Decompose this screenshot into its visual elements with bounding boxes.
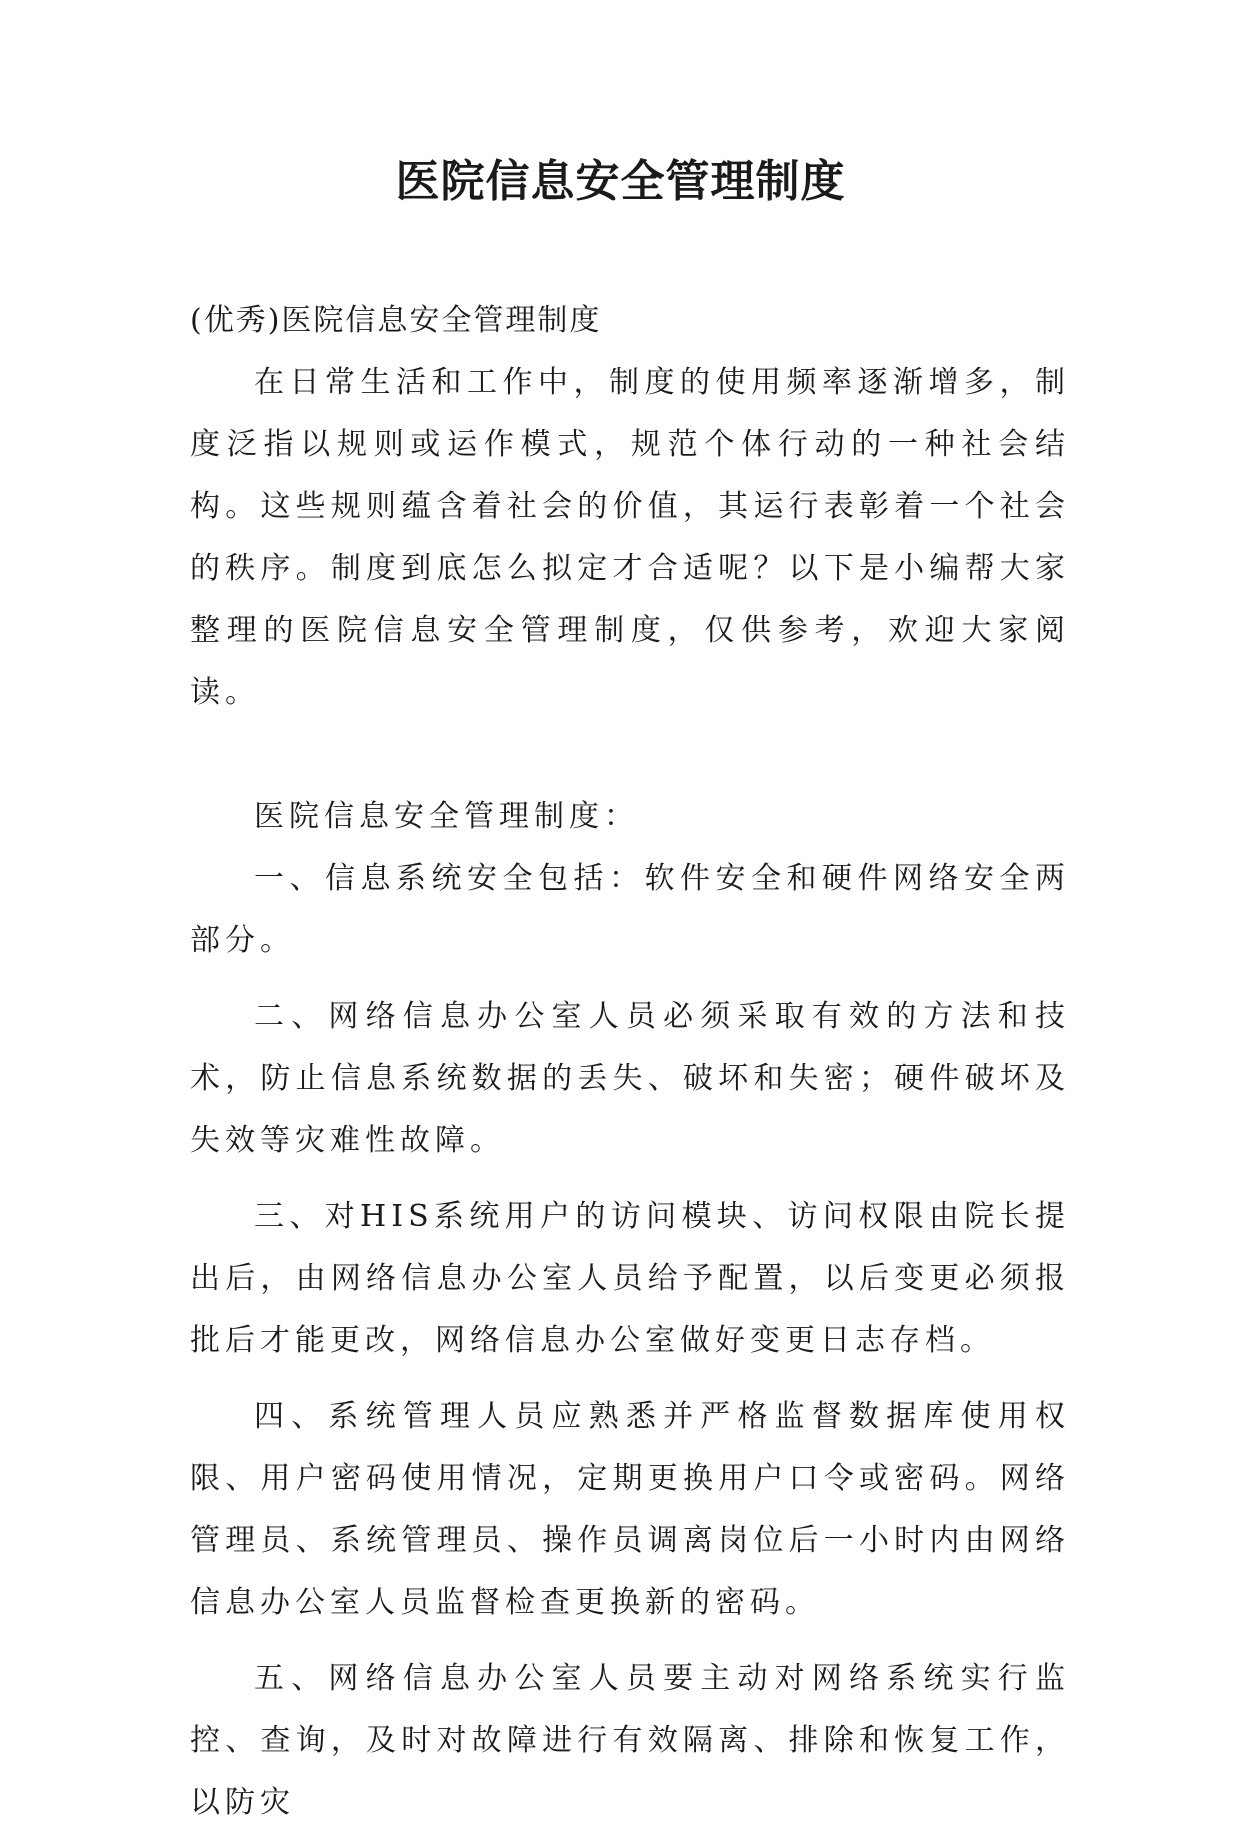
policy-item-1: 一、信息系统安全包括：软件安全和硬件网络安全两部分。 xyxy=(190,861,1070,958)
intro-paragraph: 在日常生活和工作中，制度的使用频率逐渐增多，制度泛指以规则或运作模式，规范个体行动的一种社会结构。这些规则蕴含着社会的价值，其运行表彰着一个社会的秩序。制度到底怎么拟定才合适呢？以下是小编帮大家整理的医院信息安全管理制度，仅供参考，欢迎大家阅读。 xyxy=(190,365,1070,710)
policy-item-5: 五、网络信息办公室人员要主动对网络系统实行监控、查询，及时对故障进行有效隔离、排除和恢复工作，以防灾 xyxy=(190,1661,1070,1820)
policy-item-2: 二、网络信息办公室人员必须采取有效的方法和技术，防止信息系统数据的丢失、破坏和失密；硬件破坏及失效等灾难性故障。 xyxy=(190,999,1070,1158)
document-body xyxy=(190,290,1070,1834)
document-title: 医院信息安全管理制度 xyxy=(395,156,846,207)
document-subtitle: (优秀)医院信息安全管理制度 xyxy=(190,303,602,338)
section-heading: 医院信息安全管理制度： xyxy=(254,799,639,834)
policy-item-4: 四、系统管理人员应熟悉并严格监督数据库使用权限、用户密码使用情况，定期更换用户口令或密码。网络管理员、系统管理员、操作员调离岗位后一小时内由网络信息办公室人员监督检查更换新的密码。 xyxy=(190,1399,1070,1620)
policy-item-3: 三、对HIS系统用户的访问模块、访问权限由院长提出后，由网络信息办公室人员给予配置，以后变更必须报批后才能更改，网络信息办公室做好变更日志存档。 xyxy=(190,1199,1070,1358)
